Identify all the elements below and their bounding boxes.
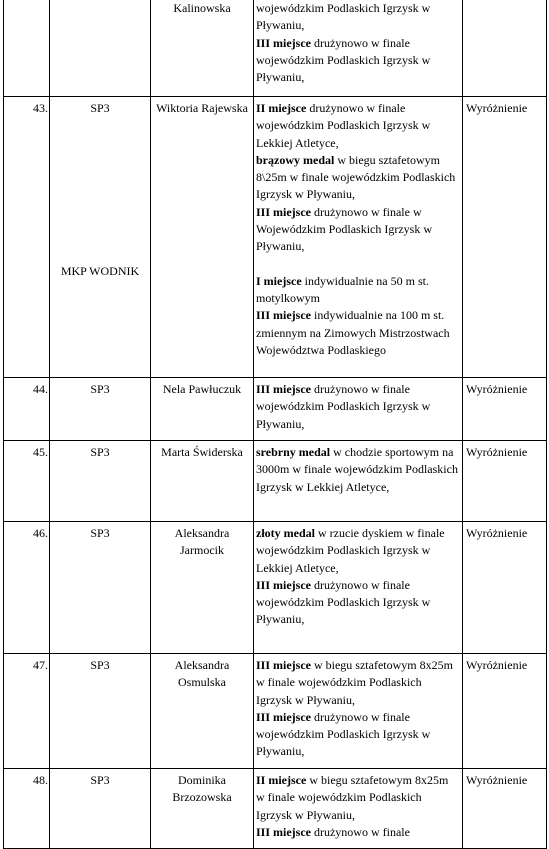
achievement-entry [256,307,459,359]
school-cell [50,97,151,378]
award-cell: Wyróżnienie [463,654,547,769]
paragraph-gap [256,256,459,273]
achievement-text: drużynowo w finale w Wojewódzkim Podlaskich Igrzysk w Pływaniu, [256,204,433,254]
award-cell [463,0,547,97]
achievement-title: II miejsce [256,773,307,787]
row-number: 45. [4,441,50,522]
achievement-entry [256,444,459,496]
achievement-text: w chodzie sportowym na 3000m w finale wojewódzkim Podlaskich Igrzysk w Lekkiej Atletyce, [256,445,458,494]
achievement-text: w rzucie dyskiem w finale wojewódzkim Podlaskich Igrzysk w Lekkiej Atletyce, [256,526,445,575]
achievement-text: indywidualnie na 100 m st. zmiennym na Zimowych Mistrzostwach Województwa Podlaskiego [256,308,450,357]
achievement-entry [256,152,459,204]
table-row [4,378,547,441]
row-number: 48. [4,769,50,849]
student-name: Dominika Brzozowska [151,769,254,849]
achievement-text: drużynowo w finale wojewódzkim Podlaskich Igrzysk w Pływaniu, [256,35,431,85]
school-cell: SP3 [50,441,151,522]
achievement-text: drużynowo w finale wojewódzkim Podlaskich Igrzysk w Pływaniu, [256,577,431,627]
awards-table [3,0,547,849]
student-name: Aleksandra Osmulska [151,654,254,769]
achievement-entry [256,100,459,152]
achievement-text: indywidualnie na 50 m st. motylkowym [256,273,429,305]
school-cell: SP3 [50,769,151,849]
school-name: SP3 [90,101,110,115]
achievement-text: drużynowo w finale [310,824,410,839]
table-row [4,0,547,97]
achievements-cell [254,522,463,654]
award-cell: Wyróżnienie [463,97,547,378]
table-row [4,97,547,378]
student-name: Aleksandra Jarmocik [151,522,254,654]
row-number: 44. [4,378,50,441]
row-number: 47. [4,654,50,769]
school-cell [50,0,151,97]
achievement-title: III miejsce [256,577,311,592]
table-row [4,522,547,654]
achievement-text: w biegu sztafetowym 8x25m w finale wojewódzkim Podlaskich Igrzysk w Pływaniu, [256,658,453,707]
achievement-title: brązowy medal [256,152,335,167]
achievement-title: srebrny medal [256,445,331,459]
student-name: Marta Świderska [151,441,254,522]
student-name: Kalinowska [151,0,254,97]
achievement-title: III miejsce [256,382,311,396]
achievement-entry [256,577,459,629]
achievement-entry [256,204,459,256]
achievement-title: II miejsce [256,101,307,115]
achievement-text: drużynowo w finale wojewódzkim Podlaskich Igrzysk w Pływaniu, [256,382,431,431]
achievement-title: III miejsce [256,824,311,839]
achievement-entry [256,381,459,433]
achievement-text: w biegu sztafetowym 8\25m w finale wojewódzkim Podlaskich Igrzysk w Pływaniu, [256,152,456,202]
achievement-title: III miejsce [256,204,311,219]
table-row [4,441,547,522]
achievement-title: złoty medal [256,526,315,540]
achievements-cell [254,0,463,97]
achievement-entry [256,273,459,308]
achievement-title: III miejsce [256,308,311,323]
award-cell: Wyróżnienie [463,522,547,654]
table-row [4,654,547,769]
achievement-entry [256,35,459,87]
table-row [4,769,547,849]
award-cell: Wyróżnienie [463,378,547,441]
row-number [4,0,50,97]
achievement-text: wojewódzkim Podlaskich Igrzysk w Pływaniu, [256,1,431,33]
achievement-entry [256,709,459,761]
achievements-cell [254,441,463,522]
row-number: 43. [4,97,50,378]
student-name: Wiktoria Rajewska [151,97,254,378]
achievements-cell [254,97,463,378]
award-cell: Wyróżnienie [463,441,547,522]
achievement-title: III miejsce [256,658,311,672]
row-number: 46. [4,522,50,654]
achievement-entry [256,657,459,709]
achievement-entry [256,772,459,824]
club-name: MKP WODNIK [60,264,140,279]
achievements-cell [254,769,463,849]
school-cell: SP3 [50,522,151,654]
achievement-text: drużynowo w finale wojewódzkim Podlaskich Igrzysk w Lekkiej Atletyce, [256,101,431,150]
achievement-title: III miejsce [256,35,311,50]
achievement-entry [256,0,459,35]
school-cell: SP3 [50,654,151,769]
achievement-text: w biegu sztafetowym 8x25m w finale wojewódzkim Podlaskich Igrzysk w Pływaniu, [256,773,449,822]
achievements-cell [254,378,463,441]
achievement-title: III miejsce [256,709,311,724]
awards-table-body [4,0,547,849]
award-cell: Wyróżnienie [463,769,547,849]
achievement-title: I miejsce [256,273,302,288]
achievements-cell [254,654,463,769]
achievement-entry [256,824,459,841]
achievement-text: drużynowo w finale wojewódzkim Podlaskich Igrzysk w Pływaniu, [256,709,431,759]
school-cell: SP3 [50,378,151,441]
achievement-entry [256,525,459,577]
student-name: Nela Pawłuczuk [151,378,254,441]
